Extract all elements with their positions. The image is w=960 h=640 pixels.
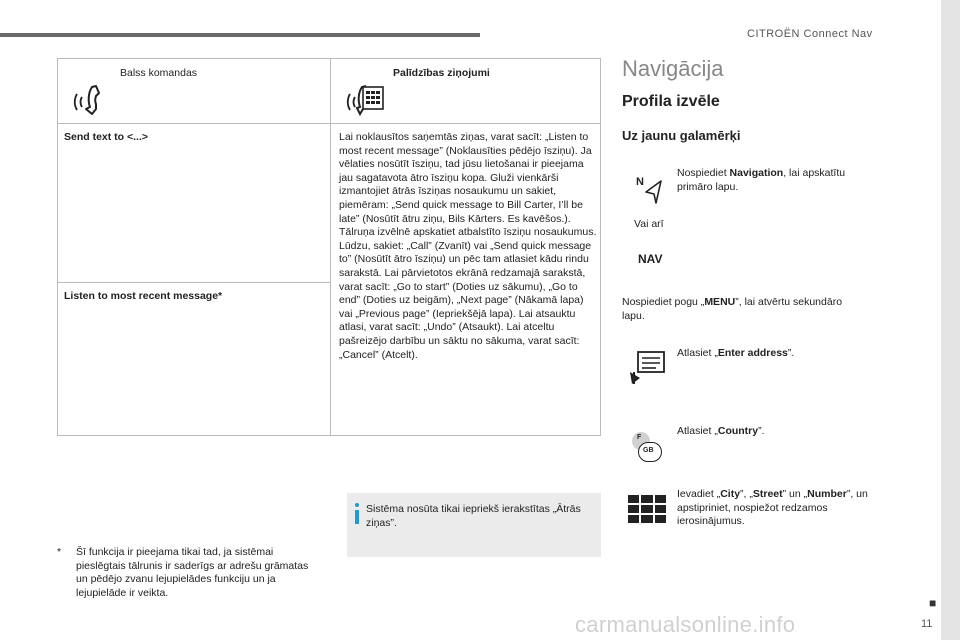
help-message-text <box>339 131 599 362</box>
step-country: Atlasiet „Country”. <box>677 425 765 437</box>
info-note-text: Sistēma nosūta tikai iepriekš ierakstītas „Ātrās ziņas”. <box>366 503 581 529</box>
step-menu: Nospiediet pogu „MENU”, lai atvērtu sekundāro lapu. <box>622 296 843 322</box>
footnote-marker: * <box>57 546 62 558</box>
brand-title: CITROËN Connect Nav <box>747 28 873 40</box>
watermark: carmanualsonline.info <box>575 612 796 637</box>
section-subtitle: Profila izvēle <box>622 93 720 110</box>
table-divider <box>58 282 330 283</box>
enter-address-icon <box>628 350 666 386</box>
or-label: Vai arī <box>634 218 664 230</box>
flag-label: F <box>637 434 642 441</box>
info-icon <box>355 503 359 525</box>
step-enter-city-street-number: Ievadiet „City”, „Street” un „Number”, un apstipriniet, nospiežot redzamos ierosinājumus. <box>677 488 868 528</box>
table-header-voice-commands <box>58 59 330 123</box>
section-title: Navigācija <box>622 56 724 81</box>
voice-commands-table <box>57 58 601 436</box>
voice-help-message-icon <box>341 79 387 117</box>
keypad-grid-icon <box>628 495 666 523</box>
section-subsubtitle: Uz jaunu galamērķi <box>622 128 741 143</box>
country-flag-icon <box>628 430 664 464</box>
step-enter-address: Atlasiet „Enter address”. <box>677 347 795 359</box>
table-divider <box>58 123 600 124</box>
flag-label: GB <box>643 447 654 454</box>
help-message-paragraph: Lai noklausītos saņemtās ziņas, varat sacīt: „Listen to most recent message” (Noklausīties pēdējo īsziņu). Ja vēlaties nosūtīt īsziņu, tad jūsu lietošanai ir pieejama jau sagatavota ātro īsziņu kopa. Gluži vienkārši izmantojiet ātrās īsziņas nosaukumu un sakiet, piemēram: „Send quick message to Bill Carter, I’ll be late” (Nosūtīt ātru ziņu, Bils Kārters. Es kavēšos.). Tālruņa izvēlnē apskatiet atbalstīto īsziņu nosaukumus. <box>339 131 597 239</box>
help-message-paragraph: Lūdzu, sakiet: „Call” (Zvanīt) vai „Send quick message to” (Nosūtīt ātro īsziņu) un pēc tam atlasiet kādu rindu sarakstā. Lai pārvietotos ekrānā redzamajā sarakstā, varat sacīt: „Go to start” (Doties uz sākumu), „Go to end” (Doties uz beigām), „Next page” (Nākamā lapa) vai „Previous page” (Iepriekšējā lapa). Lai atsauktu atlasi, varat sacīt: „Undo” (Atsaukt). Lai atceltu pašreizējo darbību un sāktu no sākuma, varat sacīt: „Cancel” (Atcelt). <box>339 239 592 361</box>
nav-button-label: NAV <box>638 252 663 266</box>
table-header-label: Balss komandas <box>120 67 198 79</box>
step-navigation: Nospiediet Navigation, lai apskatītu primāro lapu. <box>677 167 846 193</box>
header-bar <box>0 33 480 37</box>
page-number: 11 <box>921 618 933 630</box>
table-header-label: Palīdzības ziņojumi <box>393 67 490 79</box>
voice-command-icon <box>68 79 108 117</box>
info-note <box>347 493 601 557</box>
continue-mark: ■ <box>929 596 937 610</box>
page-edge-tab <box>941 0 960 640</box>
north-label: N <box>636 176 644 188</box>
footnote-text: Šī funkcija ir pieejama tikai tad, ja sistēmai pieslēgtais tālrunis ir saderīgs ar adrešu grāmatas un pēdējo zvanu lejupielādes funkciju un ja lejupielāde ir veikta. <box>76 546 309 599</box>
navigation-arrow-icon <box>636 176 664 206</box>
table-header-help-messages <box>331 59 600 123</box>
voice-command-listen-recent: Listen to most recent message* <box>64 290 223 302</box>
voice-command-send-text: Send text to <...> <box>64 131 149 143</box>
